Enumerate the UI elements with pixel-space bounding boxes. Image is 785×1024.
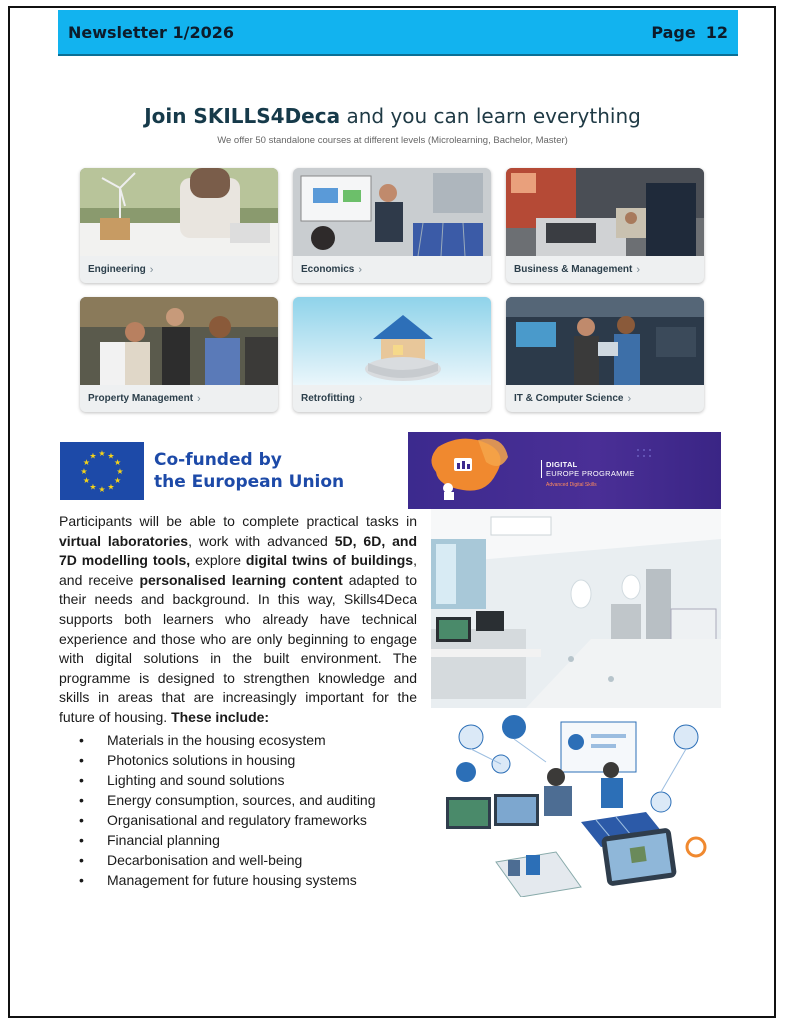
course-label (80, 385, 278, 412)
eu-star-icon: ★ (114, 458, 122, 467)
list-item (79, 850, 376, 870)
list-item (79, 730, 376, 750)
body-text-emphasis: digital twins of buildings (245, 552, 414, 569)
chevron-right-icon: › (149, 263, 154, 276)
eu-star-icon: ★ (82, 458, 90, 467)
eu-stars-icon (60, 442, 144, 500)
it-office-scene-icon (506, 297, 704, 385)
list-item (79, 830, 376, 850)
page-label: Page (651, 22, 696, 42)
course-card-engineering[interactable] (80, 168, 278, 283)
eu-star-icon: ★ (98, 485, 106, 494)
eu-cofunded-logo (60, 442, 350, 500)
course-label (506, 256, 704, 283)
topic-text: Organisational and regulatory frameworks (107, 812, 367, 828)
course-name: IT & Computer Science (514, 393, 624, 404)
promo-title (0, 104, 785, 128)
body-text-part: explore (190, 552, 246, 569)
bullet-icon: • (79, 752, 84, 768)
bullet-icon: • (79, 832, 84, 848)
house-scarf-scene-icon (293, 297, 491, 385)
digital-line-1: DIGITAL (546, 460, 578, 469)
course-card-economics[interactable] (293, 168, 491, 283)
presentation-scene-icon (293, 168, 491, 256)
list-item (79, 870, 376, 890)
page-number: 12 (705, 22, 728, 42)
newsletter-title: Newsletter 1/2026 (68, 22, 234, 42)
eu-star-icon: ★ (89, 451, 97, 461)
course-label (293, 256, 491, 283)
topic-text: Lighting and sound solutions (107, 772, 285, 788)
topic-text: Decarbonisation and well-being (107, 852, 303, 868)
list-item (79, 810, 376, 830)
chevron-right-icon: › (197, 392, 201, 405)
eu-star-icon: ★ (89, 482, 97, 492)
topic-text: Financial planning (107, 832, 220, 848)
topic-text: Management for future housing systems (107, 872, 357, 888)
digital-europe-title (541, 460, 635, 478)
course-label (80, 256, 278, 283)
course-card-business-management[interactable] (506, 168, 704, 283)
office-desk-scene-icon (506, 168, 704, 256)
body-text-emphasis: personalised learning content (139, 571, 343, 588)
body-text-part: , work with advanced (188, 532, 335, 549)
wind-turbine-scene-icon (80, 168, 278, 256)
digital-europe-banner (408, 432, 721, 509)
virtual-laboratory-photo (431, 509, 721, 708)
digital-twin-illustration (436, 712, 716, 897)
bullet-icon: • (79, 812, 84, 828)
body-text-part: adapted to their needs and background. In this way, Skills4Deca supports both learners who already have technical experience and those who are only beginning to engage with digital solutions in the built environment. The programme is designed to strengthen knowledge and skills in areas that are increasingly important for the future of housing. (59, 571, 417, 725)
digital-line-2: EUROPE PROGRAMME (546, 469, 635, 478)
bullet-icon: • (79, 872, 84, 888)
chevron-right-icon: › (358, 263, 363, 276)
eu-flag-icon (60, 442, 144, 500)
eu-star-icon: ★ (107, 482, 115, 492)
list-item (79, 750, 376, 770)
list-item (79, 790, 376, 810)
promo-subtitle: We offer 50 standalone courses at different levels (Microlearning, Bachelor, Master) (217, 135, 568, 146)
eu-star-icon: ★ (107, 451, 115, 461)
course-grid (80, 168, 704, 412)
team-highfive-scene-icon (80, 297, 278, 385)
topics-list (79, 730, 376, 890)
body-text-emphasis: 5D, 6D, and 7D modelling tools, (59, 532, 417, 569)
eu-star-icon: ★ (80, 467, 88, 476)
promo-title-bold: Join SKILLS4Deca (144, 104, 341, 128)
chevron-right-icon: › (358, 392, 363, 405)
topic-text: Photonics solutions in housing (107, 752, 296, 768)
course-name: Engineering (88, 264, 146, 275)
chevron-right-icon: › (627, 392, 632, 405)
eu-line-2: the European Union (154, 472, 345, 492)
course-name: Property Management (88, 393, 194, 404)
course-name: Economics (301, 264, 355, 275)
course-card-retrofitting[interactable] (293, 297, 491, 412)
eu-star-icon: ★ (98, 449, 106, 458)
bullet-icon: • (79, 792, 84, 808)
eu-star-icon: ★ (116, 467, 124, 476)
bullet-icon: • (79, 852, 84, 868)
eu-star-icon: ★ (114, 476, 122, 485)
chevron-right-icon: › (636, 263, 641, 276)
course-card-property-management[interactable] (80, 297, 278, 412)
body-text-emphasis: These include: (171, 708, 270, 725)
page-indicator (651, 23, 728, 42)
course-card-it-computer-science[interactable] (506, 297, 704, 412)
list-item (79, 770, 376, 790)
topic-text: Energy consumption, sources, and auditing (107, 792, 376, 808)
course-label (293, 385, 491, 412)
course-name: Business & Management (514, 264, 633, 275)
body-paragraph (59, 512, 417, 728)
eu-star-icon: ★ (82, 476, 90, 485)
eu-line-1: Co-funded by (154, 450, 282, 470)
course-label (506, 385, 704, 412)
promo-title-rest: and you can learn everything (340, 104, 641, 128)
body-text-emphasis: virtual laboratories (59, 532, 189, 549)
body-text-part: , and receive (59, 552, 417, 588)
newsletter-header (58, 10, 738, 56)
topic-text: Materials in the housing ecosystem (107, 732, 326, 748)
body-text-part: Participants will be able to complete practical tasks in (59, 513, 417, 529)
bullet-icon: • (79, 732, 84, 748)
digital-europe-subtitle: Advanced Digital Skills (546, 482, 597, 488)
eu-cofunded-text (154, 449, 344, 493)
course-name: Retrofitting (301, 393, 355, 404)
bullet-icon: • (79, 772, 84, 788)
